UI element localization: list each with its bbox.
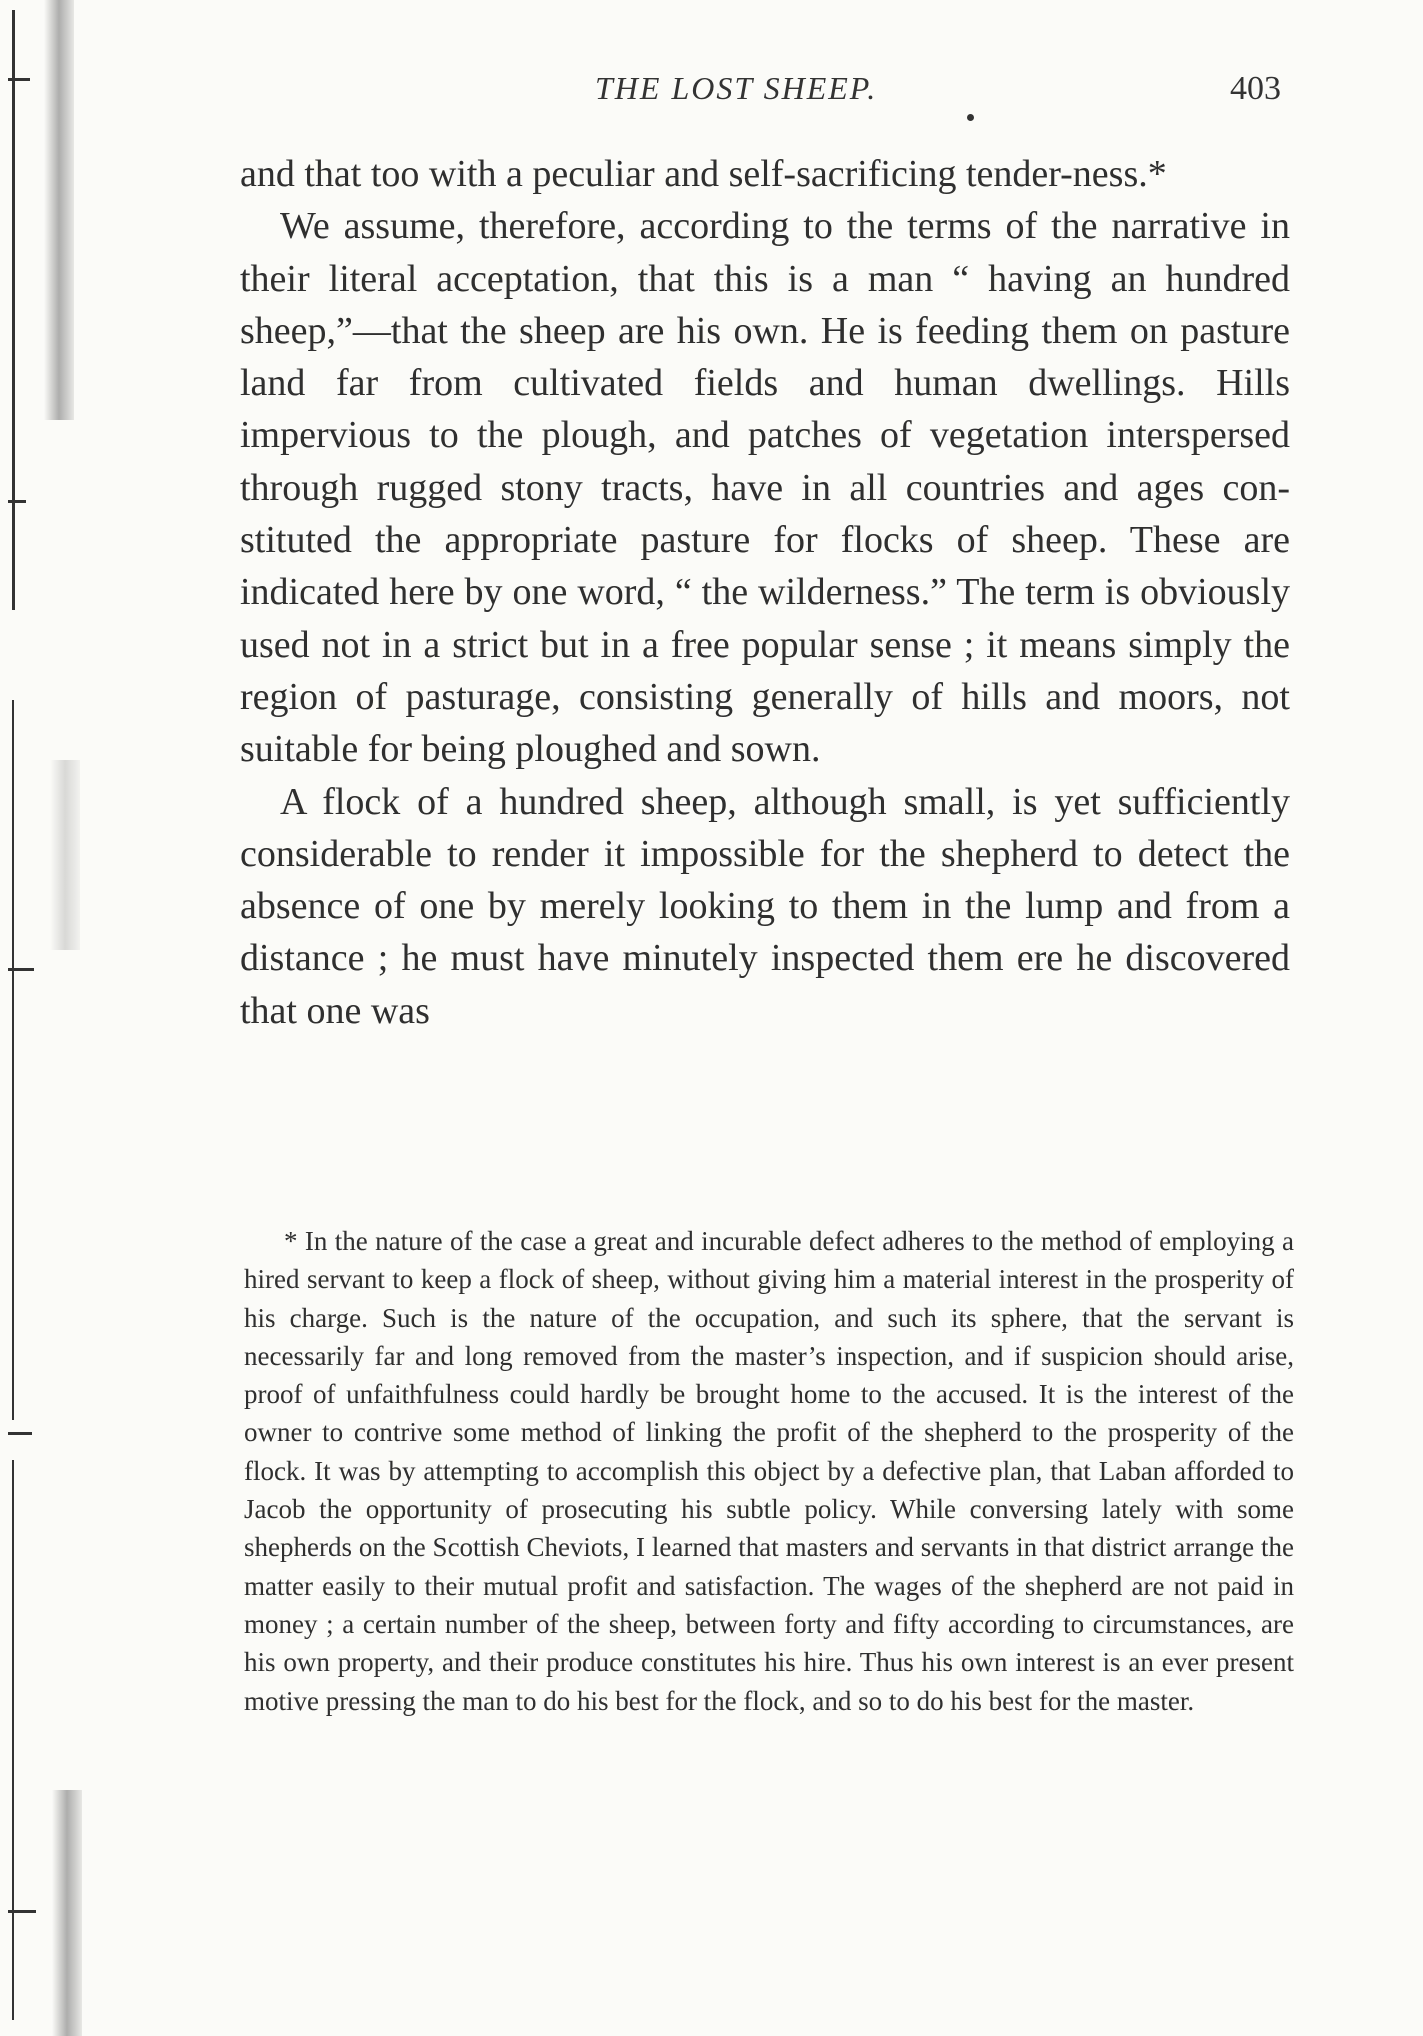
gutter-tick	[8, 1910, 36, 1913]
ink-speck	[967, 114, 974, 121]
gutter-tick	[8, 1432, 32, 1435]
running-head-title: THE LOST SHEEP.	[595, 70, 878, 106]
gutter-tick	[8, 78, 30, 81]
gutter-rule-upper	[12, 10, 15, 610]
binding-gutter	[0, 0, 110, 2036]
paragraph: A flock of a hundred sheep, although small, is yet sufficiently considerable to render it impossible for the shepherd to detect the absence of one by merely looking to them in the lump and from a distance ; he must have minutely inspected them ere he discovered that one was	[240, 780, 1290, 1032]
gutter-tick	[8, 968, 34, 971]
gutter-rule-middle	[12, 700, 14, 1420]
paragraph: We assume, therefore, according to the terms of the narrative in their literal acceptation, that this is a man “ having an hundred sheep,”—that the sheep are his own. He is feeding them on pasture land far from cultivated fields and human dwellings. Hills impervious to the plough, and patches of vegetation interspersed through rugged stony tracts, have in all countries and ages con-stituted the appropriate pasture for flocks of sheep. These are indicated here by one word, “ the wilderness.” The term is obviously used not in a strict but in a free popular sense ; it means simply the region of pasturage, consisting generally of hills and moors, not suitable for being ploughed and sown.	[240, 205, 1290, 771]
gutter-tick	[8, 500, 26, 503]
gutter-shadow-bottom	[52, 1790, 82, 2036]
page-number: 403	[1230, 70, 1281, 107]
gutter-rule-lower	[12, 1460, 14, 2020]
gutter-shadow-middle	[50, 760, 80, 950]
running-head	[240, 70, 1290, 120]
footnote: * In the nature of the case a great and incurable defect adheres to the method of employing a hired servant to keep a flock of sheep, without giving him a material interest in the prosperity of his charge. Such is the nature of the occupation, and such its sphere, that the servant is necessarily far and long removed from the master’s inspection, and if suspicion should arise, proof of unfaithfulness could hardly be brought home to the accused. It is the interest of the owner to contrive some method of linking the profit of the shepherd to the prosperity of the flock. It was by attempting to accomplish this object by a defective plan, that Laban afforded to Jacob the opportunity of prosecuting his subtle policy. While conversing lately with some shepherds on the Scottish Cheviots, I learned that masters and servants in that district arrange the matter easily to their mutual profit and satisfaction. The wages of the shepherd are not paid in money ; a certain number of the sheep, between forty and fifty according to circumstances, are his own property, and their produce constitutes his hire. Thus his own interest is an ever present motive pressing the man to do his best for the flock, and so to do his best for the master.	[244, 1226, 1294, 1716]
paragraph-continuation: and that too with a peculiar and self-sacrificing tender-ness.*	[240, 153, 1167, 195]
main-text	[240, 148, 1290, 1037]
gutter-shadow-top	[44, 0, 74, 420]
